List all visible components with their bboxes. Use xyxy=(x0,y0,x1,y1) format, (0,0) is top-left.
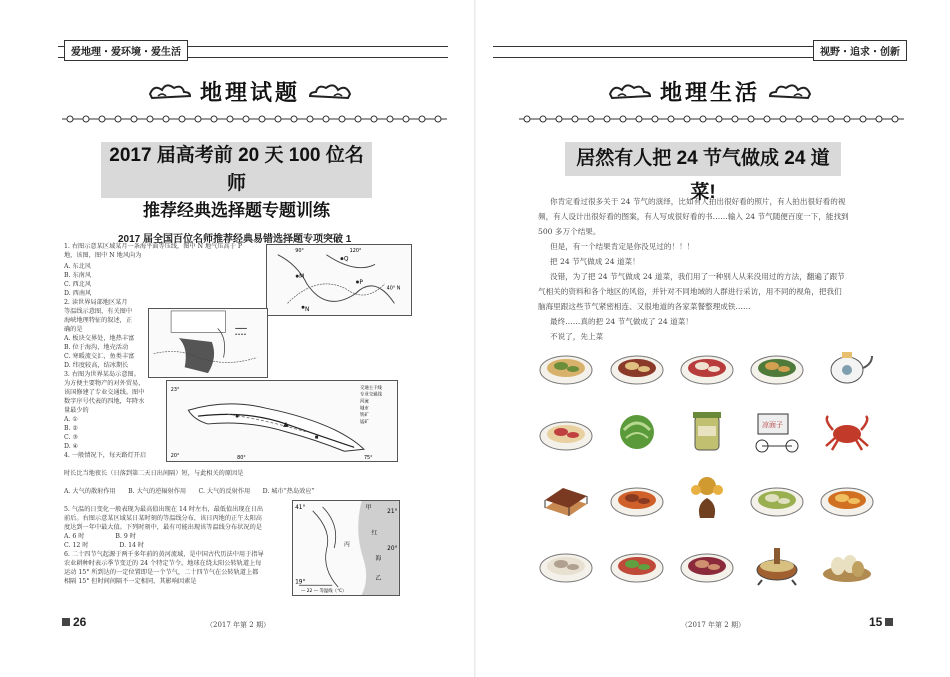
quiz-line: A. 6 时 B. 9 时 xyxy=(64,533,137,540)
quiz-line: 6. 二十四节气起源于两千多年前的黄河流域，是中国古代历法中用于指导 xyxy=(64,551,264,558)
ornament-knot xyxy=(355,116,361,122)
dumpling-plate-icon xyxy=(537,540,595,586)
section-title-text: 地理试题 xyxy=(199,79,300,106)
article-paragraph: 你肯定看过很多关于 24 节气的演绎，比如有人拍出很好看的照片，有人拍出很好看的视 xyxy=(550,197,846,206)
quiz-line: B. ② xyxy=(64,425,79,432)
isotherm-redsea-figure xyxy=(292,500,400,596)
ornament-knot xyxy=(668,116,674,122)
ornament-knot xyxy=(323,116,329,122)
map4-legend: — 22 — 等温线（℃） xyxy=(300,589,347,595)
tea-pot-icon xyxy=(818,342,876,388)
ornament-knot xyxy=(700,116,706,122)
noodle-bowl-icon xyxy=(537,408,595,454)
map4-lat-1: 21° xyxy=(387,508,398,515)
cloud-ornament-icon xyxy=(308,80,352,102)
ornament-knot xyxy=(67,116,73,122)
quiz-line: 3. 右图为世界某岛示意图。 xyxy=(64,371,140,378)
ornament-knot xyxy=(812,116,818,122)
article-paragraph: 但是，有一个结果肯定是你没见过的！！！ xyxy=(550,242,695,251)
ornament-knot xyxy=(419,116,425,122)
map1-lat: 40° N xyxy=(386,285,401,292)
cabbage-icon xyxy=(608,408,666,454)
quiz-line: 地，该图，图中 N 地风向为 xyxy=(64,252,142,259)
quiz-title: 2017 届全国百位名师推荐经典易错选择题专项突破 1 xyxy=(118,234,352,245)
ornament-knot xyxy=(275,116,281,122)
article-paragraph: 不说了，先上菜 xyxy=(550,332,604,341)
map3-legend-0: 交通主干线 xyxy=(360,385,382,391)
article-paragraph: 最终……真的把 24 节气做成了 24 道菜！ xyxy=(550,317,693,326)
ornament-knot xyxy=(684,116,690,122)
article-paragraph: 把 24 节气做成 24 道菜！ xyxy=(550,257,640,266)
persimmon-plate-icon xyxy=(608,474,666,520)
quiz-line: 该国修建了专业交通线。图中 xyxy=(64,389,145,396)
quiz-line: B. 东南风 xyxy=(64,272,92,279)
ornament-knot xyxy=(796,116,802,122)
quiz-line: B. 位于海沟，地壳活动 xyxy=(64,344,129,351)
article-paragraph: 没错，为了把 24 节气做成 24 道菜，我们用了一种别人从来没用过的方法，翻遍了跟节 xyxy=(550,272,845,281)
page-number xyxy=(62,615,86,629)
layer-cake-icon xyxy=(537,474,595,520)
map4-place-bing: 丙 xyxy=(344,542,350,549)
section-title xyxy=(115,74,385,108)
street-cart-icon xyxy=(748,408,806,454)
cloud-ornament-icon xyxy=(608,80,652,102)
divider-ornament xyxy=(519,114,904,124)
article-paragraph: 频，有人设计出很好看的图案，有人写成很好看的书……输入 24 节气随便百度一下，能找到 xyxy=(538,212,849,221)
map1-lon-1: 90° xyxy=(295,247,304,254)
hotpot-icon xyxy=(748,540,806,586)
spring-roll-plate-icon xyxy=(537,342,595,388)
ornament-knot xyxy=(387,116,393,122)
banner-title: 居然有人把 24 节气做成 24 道菜! xyxy=(576,148,830,203)
ornament-knot xyxy=(211,116,217,122)
quiz-line: 运动 15° 所到达的一定位置即是一个节气，二十四节气在公转轨道上都 xyxy=(64,569,259,576)
quiz-line: 相隔 15° 但时间间隔不一定相同，其影响因素是 xyxy=(64,578,197,585)
ornament-knot xyxy=(307,116,313,122)
quiz-line: A. ① xyxy=(64,416,78,423)
soup-bowl-icon xyxy=(818,474,876,520)
map3-lon-1: 80° xyxy=(237,455,246,462)
island-map-figure xyxy=(166,380,398,462)
isobar-map-figure xyxy=(266,244,412,316)
ornament-knot xyxy=(780,116,786,122)
right-page xyxy=(475,0,950,677)
map3-lat-1: 23° xyxy=(170,386,180,393)
cloud-ornament-icon xyxy=(148,80,192,102)
quiz-line: 1. 右图示意某区域某月一条海平面等压线，图中 N 地气压高于 P xyxy=(64,243,243,250)
page-number-text: 15 xyxy=(869,615,883,629)
map1-point-n: N xyxy=(304,307,310,314)
map1-lon-2: 120° xyxy=(349,247,362,254)
eggs-icon xyxy=(818,540,876,586)
quiz-line: C. ③ xyxy=(64,434,78,441)
ornament-knot xyxy=(524,116,530,122)
map4-lat-2: 20° xyxy=(387,545,398,552)
mixed-salad-icon xyxy=(608,540,666,586)
quiz-line: D. 西南风 xyxy=(64,290,92,297)
page-number-text: 26 xyxy=(73,615,87,629)
map4-lat-3: 19° xyxy=(295,579,306,586)
page-marker-icon xyxy=(885,618,893,626)
quiz-line: 5. 气温的日变化一般表现为最高值出现在 14 时左右，最低值出现在日出 xyxy=(64,506,264,513)
cloud-ornament-icon xyxy=(768,80,812,102)
map3-legend-5: 锰矿 xyxy=(360,419,369,425)
ornament-knot xyxy=(876,116,882,122)
page-number xyxy=(869,615,893,629)
ornament-knot xyxy=(83,116,89,122)
map4-lon: 41° xyxy=(295,504,306,511)
section-title xyxy=(575,74,845,108)
map1-point-m: M xyxy=(299,274,305,281)
quiz-line: A. 东北风 xyxy=(64,263,91,270)
quiz-line: 海峡地理特征的叙述，正 xyxy=(64,317,133,324)
quiz-line: 等温线示意图，有关图中 xyxy=(64,308,133,315)
article-paragraph: 脑海里跟这些节气紧密相连、又很地道的各家菜餐整理成铁…… xyxy=(538,302,751,311)
ornament-knot xyxy=(147,116,153,122)
title-banner xyxy=(101,142,372,220)
ornament-knot xyxy=(163,116,169,122)
ornament-knot xyxy=(572,116,578,122)
ornament-knot xyxy=(588,116,594,122)
ornament-knot xyxy=(227,116,233,122)
ornament-knot xyxy=(403,116,409,122)
quiz-line: A. 大气的散射作用 B. 大气的逆辐射作用 C. 大气的反射作用 D. 城市“热岛效应” xyxy=(64,488,315,495)
ornament-knot xyxy=(764,116,770,122)
banner-line-2: 推荐经典选择题专题训练 xyxy=(143,201,330,220)
map4-place-hong: 红 xyxy=(371,530,378,537)
ornament-knot xyxy=(99,116,105,122)
flower-vase-icon xyxy=(678,474,736,520)
ornament-knot xyxy=(892,116,898,122)
ornament-knot xyxy=(179,116,185,122)
map3-legend-4: 铁矿 xyxy=(360,413,369,419)
section-title-text: 地理生活 xyxy=(659,79,760,106)
quiz-line: 2. 读世界局部地区某月 xyxy=(64,299,128,306)
header-tag: 爱地理・爱环境・爱生活 xyxy=(64,40,188,61)
map1-point-p: P xyxy=(359,279,363,286)
quiz-line: C. 西北风 xyxy=(64,281,92,288)
ornament-knot xyxy=(259,116,265,122)
banner-line-1: 2017 届高考前 20 天 100 位名师 xyxy=(109,145,364,194)
quiz-line: 农业耕种时表示季节变迁的 24 个特定节令。地球在绕太阳公转轨道上每 xyxy=(64,560,262,567)
quiz-line: 4. 一般情况下，每天路灯开启 xyxy=(64,452,147,459)
article-paragraph: 气相关的资料和各个地区的风俗，并针对不同地域的人群进行采访，用不同的视角，把我们 xyxy=(538,287,842,296)
map3-legend-1: 专业交通线 xyxy=(360,392,382,398)
quiz-line: 度达到一年中最大值。下列时刻中，最有可能出现该等温线分布状况的是 xyxy=(64,524,262,531)
map3-lat-2: 20° xyxy=(170,453,180,460)
quiz-line: C. 寒暖流交汇，鱼类丰富 xyxy=(64,353,135,360)
ornament-knot xyxy=(828,116,834,122)
pickle-jar-icon xyxy=(678,408,736,454)
ornament-knot xyxy=(748,116,754,122)
quiz-line: D. ④ xyxy=(64,443,79,450)
ornament-knot xyxy=(636,116,642,122)
ornament-knot xyxy=(243,116,249,122)
ornament-knot xyxy=(371,116,377,122)
quiz-line: 为方便主要物产的对外贸易， xyxy=(64,380,145,387)
issue-label: （2017 年第 2 期） xyxy=(206,621,270,629)
braised-pork-bowl-icon xyxy=(608,342,666,388)
quiz-line: 数字序号代表的四地，年降水 xyxy=(64,398,145,405)
map3-legend-2: 河流 xyxy=(360,399,369,405)
crab-icon xyxy=(818,408,876,454)
street-cart-sign: 凉面子 xyxy=(762,421,783,429)
map4-place-jia: 甲 xyxy=(365,504,372,511)
ornament-knot xyxy=(291,116,297,122)
map3-legend-3: 城市 xyxy=(360,406,369,412)
ornament-knot xyxy=(732,116,738,122)
ornament-knot xyxy=(540,116,546,122)
ornament-knot xyxy=(604,116,610,122)
page-marker-icon xyxy=(62,618,70,626)
header-tag: 视野・追求・创新 xyxy=(813,40,907,61)
ornament-knot xyxy=(860,116,866,122)
ornament-knot xyxy=(435,116,441,122)
tofu-dish-icon xyxy=(678,342,736,388)
ornament-knot xyxy=(716,116,722,122)
ornament-knot xyxy=(652,116,658,122)
ornament-knot xyxy=(556,116,562,122)
red-soup-bowl-icon xyxy=(678,540,736,586)
fish-dish-icon xyxy=(748,342,806,388)
green-porridge-icon xyxy=(748,474,806,520)
map3-lon-2: 75° xyxy=(363,455,373,462)
isotherm-strait-figure xyxy=(148,308,268,378)
quiz-line: A. 板块交界处，地热丰富 xyxy=(64,335,135,342)
issue-label: （2017 年第 2 期） xyxy=(681,621,745,629)
ornament-knot xyxy=(131,116,137,122)
ornament-knot xyxy=(115,116,121,122)
map4-place-yi: 乙 xyxy=(375,575,382,582)
quiz-line: D. 纬度较高，结冰期长 xyxy=(64,362,129,369)
ornament-knot xyxy=(620,116,626,122)
quiz-line: C. 12 时 D. 14 时 xyxy=(64,542,145,549)
ornament-knot xyxy=(844,116,850,122)
ornament-knot xyxy=(339,116,345,122)
map1-point-q: Q xyxy=(343,256,349,263)
quiz-line: 确的是 xyxy=(64,326,83,333)
article-paragraph: 500 多万个结果。 xyxy=(538,227,601,236)
quiz-line: 前后。右图示意某区域某日某时刻的等温线分布，该日丙地的正午太阳高 xyxy=(64,515,262,522)
ornament-knot xyxy=(195,116,201,122)
divider-ornament xyxy=(62,114,447,124)
quiz-line: 时长比当地夜长（日落到第二天日出间隔）短，与此相关的原因是 xyxy=(64,470,244,477)
map4-place-hai: 海 xyxy=(375,555,382,562)
quiz-line: 量最少的 xyxy=(64,407,89,414)
